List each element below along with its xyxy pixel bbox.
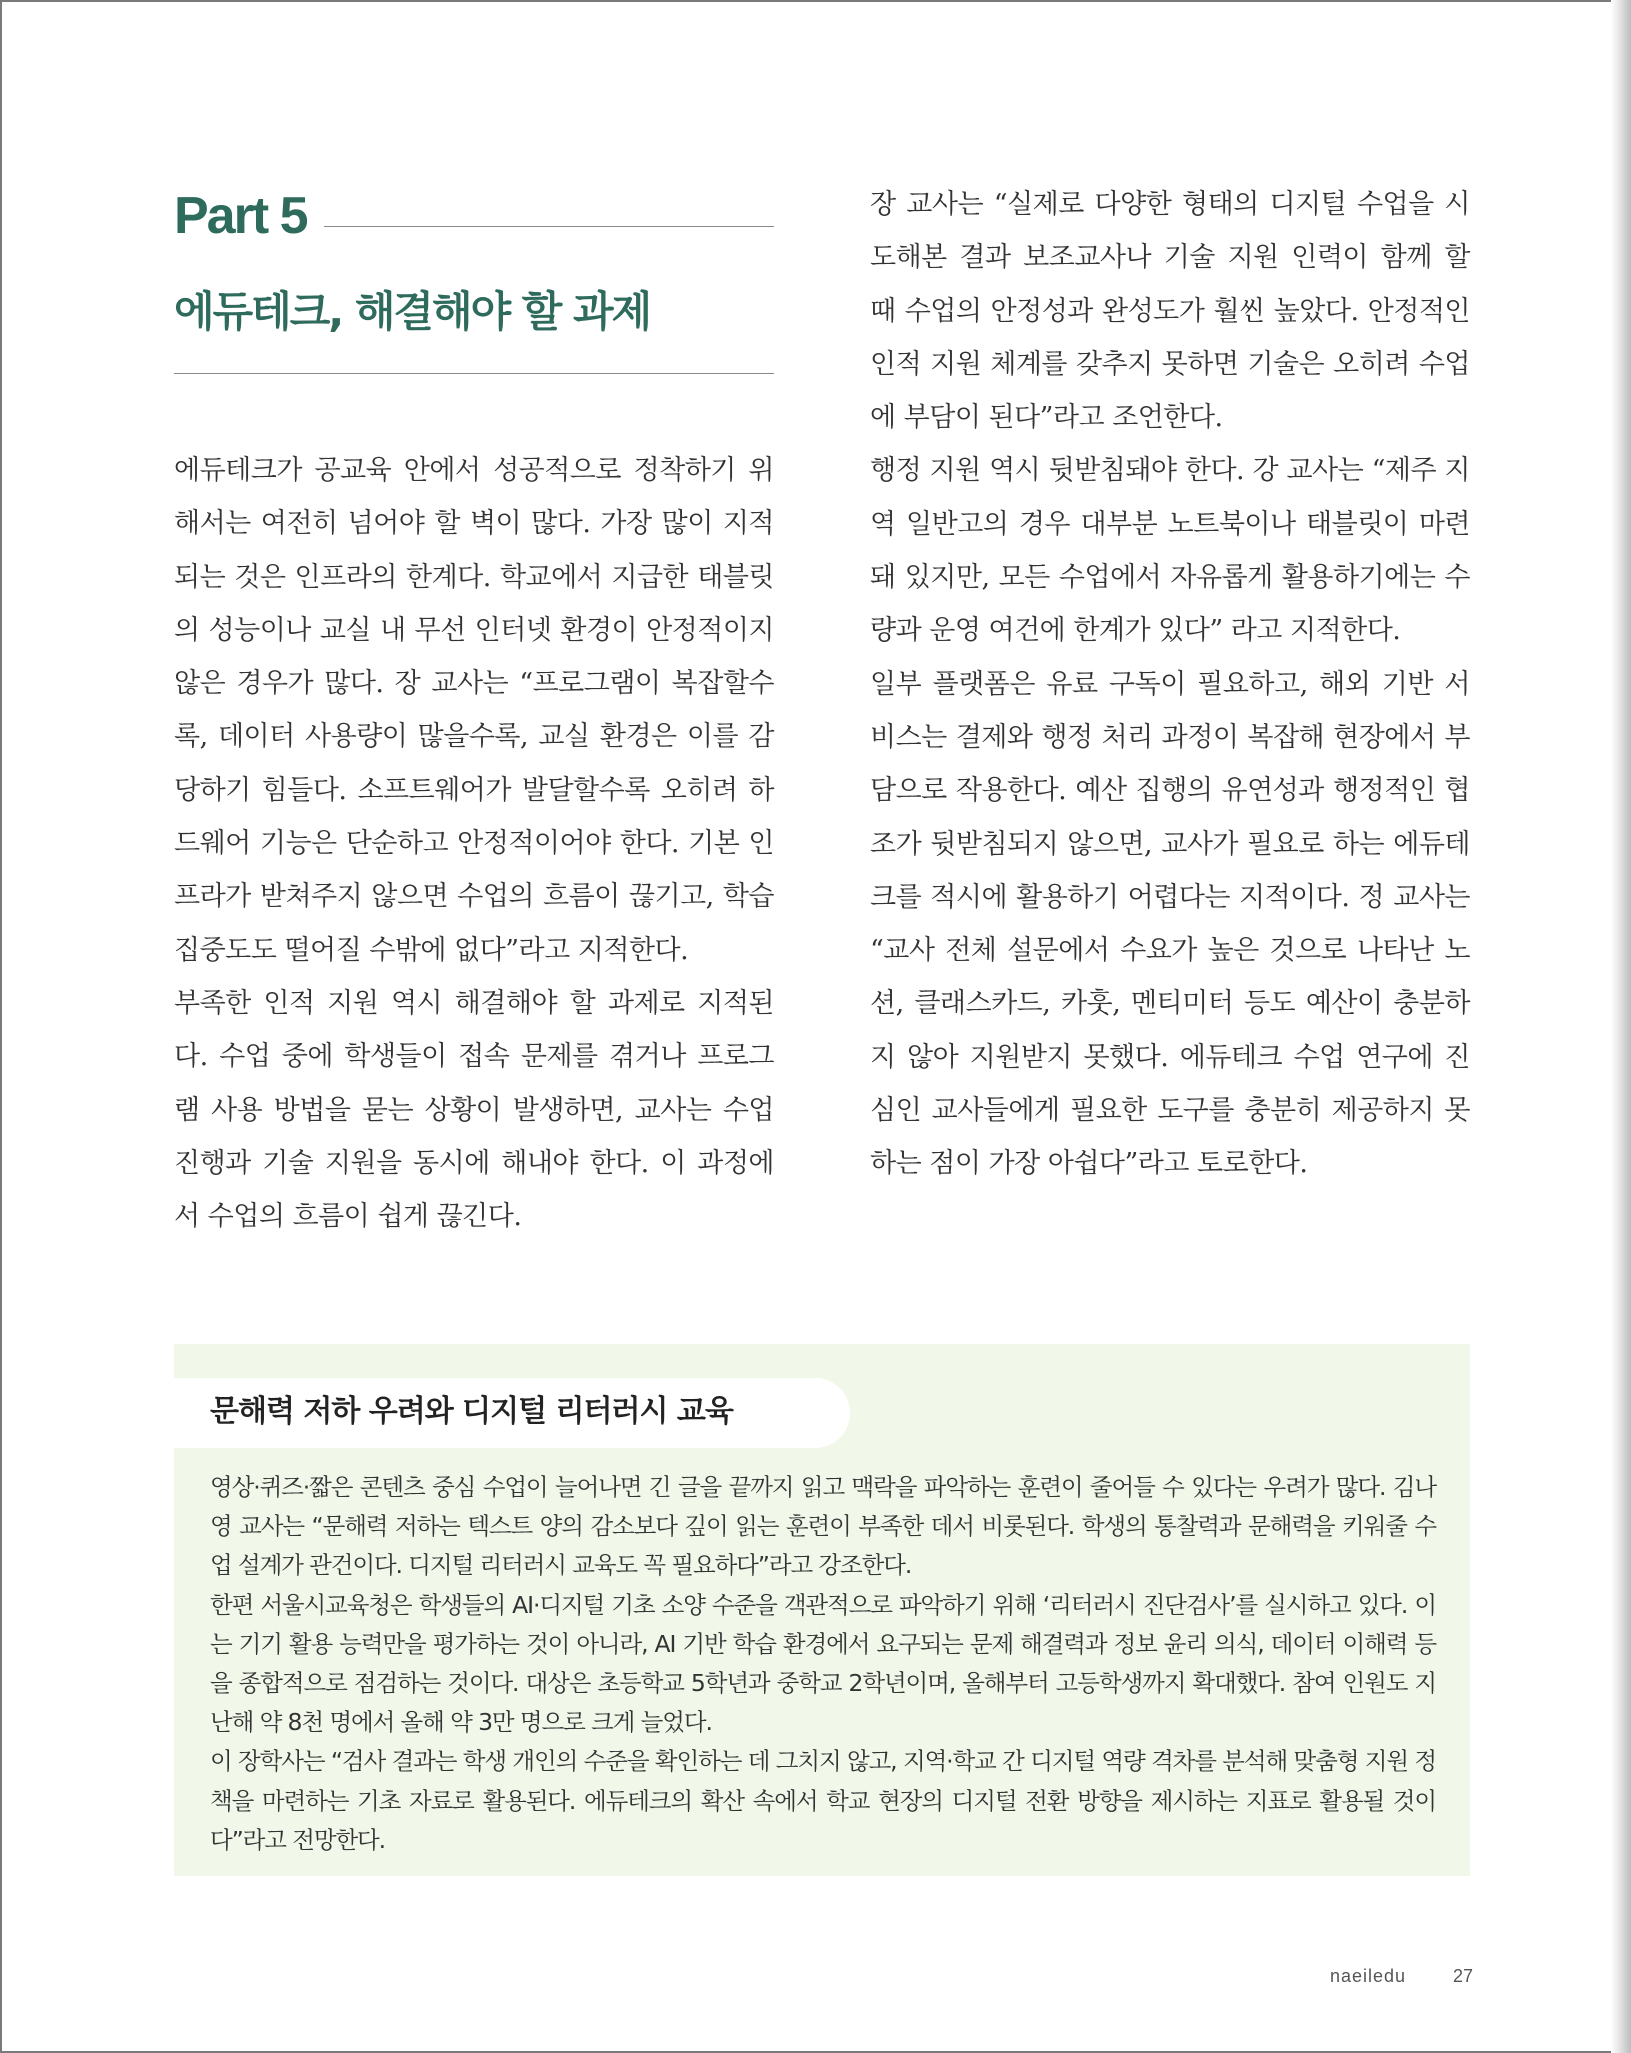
paragraph: 장 교사는 “실제로 다양한 형태의 디지털 수업을 시도해본 결과 보조교사나 기술 지원 인력이 함께 할 때 수업의 안정성과 완성도가 훨씬 높았다. 안정적인 인적 지원 체계를 갖추지 못하면 기술은 오히려 수업에 부담이 된다”라고 조언한다. (870, 189, 1470, 434)
callout-paragraph: 이 장학사는 “검사 결과는 학생 개인의 수준을 확인하는 데 그치지 않고, 지역·학교 간 디지털 역량 격차를 분석해 맞춤형 지원 정책을 마련하는 기초 자료로 활용된다. 에듀테크의 확산 속에서 학교 현장의 디지털 전환 방향을 제시하는 지표로 활용될 것이다”라고 전망한다. (210, 1747, 1436, 1854)
callout-body (210, 1468, 1436, 1860)
page-curl-edge (1611, 0, 1631, 2053)
paragraph: 에듀테크가 공교육 안에서 성공적으로 정착하기 위해서는 여전히 넘어야 할 벽이 많다. 가장 많이 지적되는 것은 인프라의 한계다. 학교에서 지급한 태블릿의 성능이나 교실 내 무선 인터넷 환경이 안정적이지 않은 경우가 많다. 장 교사는 “프로그램이 복잡할수록, 데이터 사용량이 많을수록, 교실 환경은 이를 감당하기 힘들다. 소프트웨어가 발달할수록 오히려 하드웨어 기능은 단순하고 안정적이어야 한다. 기본 인프라가 받쳐주지 않으면 수업의 흐름이 끊기고, 학습 집중도도 떨어질 수밖에 없다”라고 지적한다. (174, 455, 774, 966)
title-divider (174, 373, 774, 374)
callout-paragraph: 한편 서울시교육청은 학생들의 AI·디지털 기초 소양 수준을 객관적으로 파악하기 위해 ‘리터러시 진단검사’를 실시하고 있다. 이는 기기 활용 능력만을 평가하는 것이 아니라, AI 기반 학습 환경에서 요구되는 문제 해결력과 정보 윤리 의식, 데이터 이해력 등을 종합적으로 점검하는 것이다. 대상은 초등학교 5학년과 중학교 2학년이며, 올해부터 고등학생까지 확대했다. 참여 인원도 지난해 약 8천 명에서 올해 약 3만 명으로 크게 늘었다. (210, 1590, 1436, 1737)
section-title: 에듀테크, 해결해야 할 과제 (174, 287, 651, 336)
paragraph: 일부 플랫폼은 유료 구독이 필요하고, 해외 기반 서비스는 결제와 행정 처리 과정이 복잡해 현장에서 부담으로 작용한다. 예산 집행의 유연성과 행정적인 협조가 뒷받침되지 않으면, 교사가 필요로 하는 에듀테크를 적시에 활용하기 어렵다는 지적이다. 정 교사는 “교사 전체 설문에서 수요가 높은 것으로 나타난 노션, 클래스카드, 카훗, 멘티미터 등도 예산이 충분하지 않아 지원받지 못했다. 에듀테크 수업 연구에 진심인 교사들에게 필요한 도구를 충분히 제공하지 못하는 점이 가장 아쉽다”라고 토로한다. (870, 668, 1470, 1180)
callout-title: 문해력 저하 우려와 디지털 리터러시 교육 (210, 1394, 733, 1429)
part-label: Part 5 (174, 187, 307, 245)
page-number: 27 (1453, 1966, 1474, 1986)
paragraph: 부족한 인적 지원 역시 해결해야 할 과제로 지적된다. 수업 중에 학생들이 접속 문제를 겪거나 프로그램 사용 방법을 묻는 상황이 발생하면, 교사는 수업 진행과 기술 지원을 동시에 해내야 한다. 이 과정에서 수업의 흐름이 쉽게 끊긴다. (174, 987, 774, 1233)
part-divider (324, 226, 774, 227)
footer-brand: naeiledu (1330, 1966, 1407, 1986)
right-column (870, 178, 1470, 1191)
paragraph: 행정 지원 역시 뒷받침돼야 한다. 강 교사는 “제주 지역 일반고의 경우 대부분 노트북이나 태블릿이 마련돼 있지만, 모든 수업에서 자유롭게 활용하기에는 수량과 운영 여건에 한계가 있다” 라고 지적한다. (870, 455, 1470, 647)
callout-paragraph: 영상·퀴즈·짧은 콘텐츠 중심 수업이 늘어나면 긴 글을 끝까지 읽고 맥락을 파악하는 훈련이 줄어들 수 있다는 우려가 많다. 김나영 교사는 “문해력 저하는 텍스트 양의 감소보다 깊이 읽는 훈련이 부족한 데서 비롯된다. 학생의 통찰력과 문해력을 키워줄 수업 설계가 관건이다. 디지털 리터러시 교육도 꼭 필요하다”라고 강조한다. (210, 1473, 1436, 1580)
callout-box (174, 1344, 1470, 1876)
left-column (174, 444, 774, 1243)
